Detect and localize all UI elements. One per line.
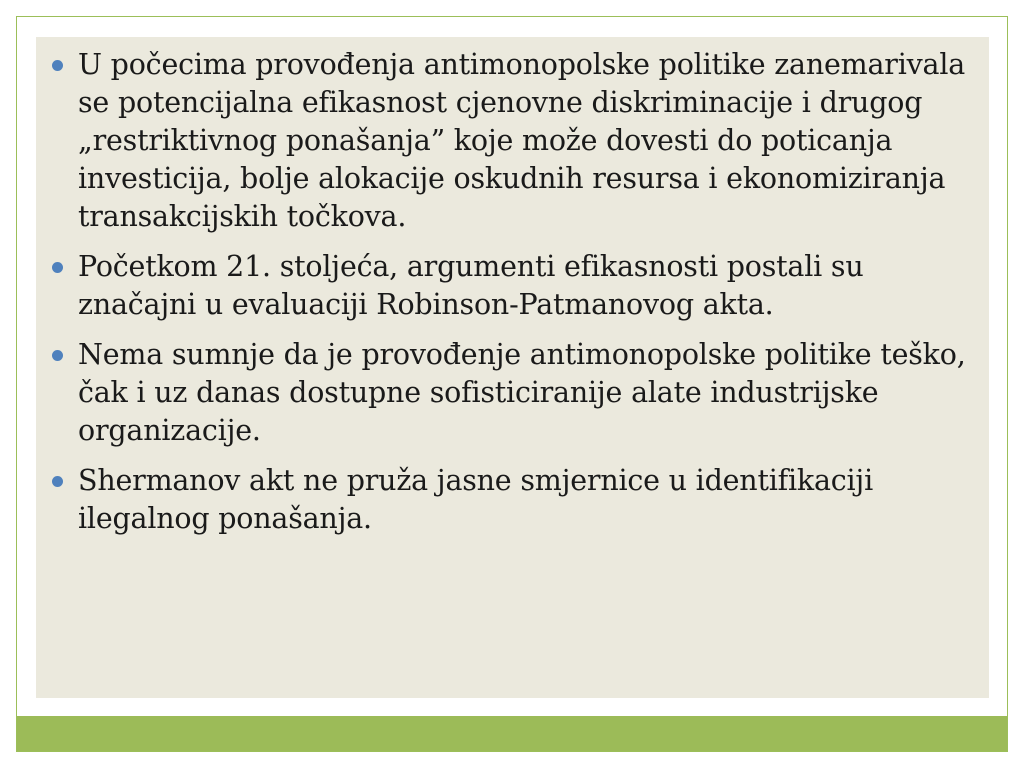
bullet-dot-icon <box>52 476 63 487</box>
bullet-dot-icon <box>52 350 63 361</box>
bottom-accent-band <box>17 716 1007 751</box>
bullet-text: Nema sumnje da je provođenje antimonopolske politike teško, čak i uz danas dostupne sofisticiranije alate industrijske organizacije. <box>78 338 966 447</box>
bullet-text: U počecima provođenja antimonopolske politike zanemarivala se potencijalna efikasnost cjenovne diskriminacije i drugog „restriktivnog ponašanja” koje može dovesti do poticanja investicija, bolje alokacije oskudnih resursa i ekonomiziranja transakcijskih točkova. <box>78 48 966 233</box>
bullet-item <box>48 46 978 236</box>
bullet-list <box>48 46 978 550</box>
bullet-item <box>48 462 978 538</box>
bullet-text: Shermanov akt ne pruža jasne smjernice u identifikaciji ilegalnog ponašanja. <box>78 464 873 535</box>
bullet-item <box>48 336 978 450</box>
bullet-dot-icon <box>52 262 63 273</box>
bullet-item <box>48 248 978 324</box>
bullet-text: Početkom 21. stoljeća, argumenti efikasnosti postali su značajni u evaluaciji Robinson-Patmanovog akta. <box>78 250 864 321</box>
bullet-dot-icon <box>52 60 63 71</box>
